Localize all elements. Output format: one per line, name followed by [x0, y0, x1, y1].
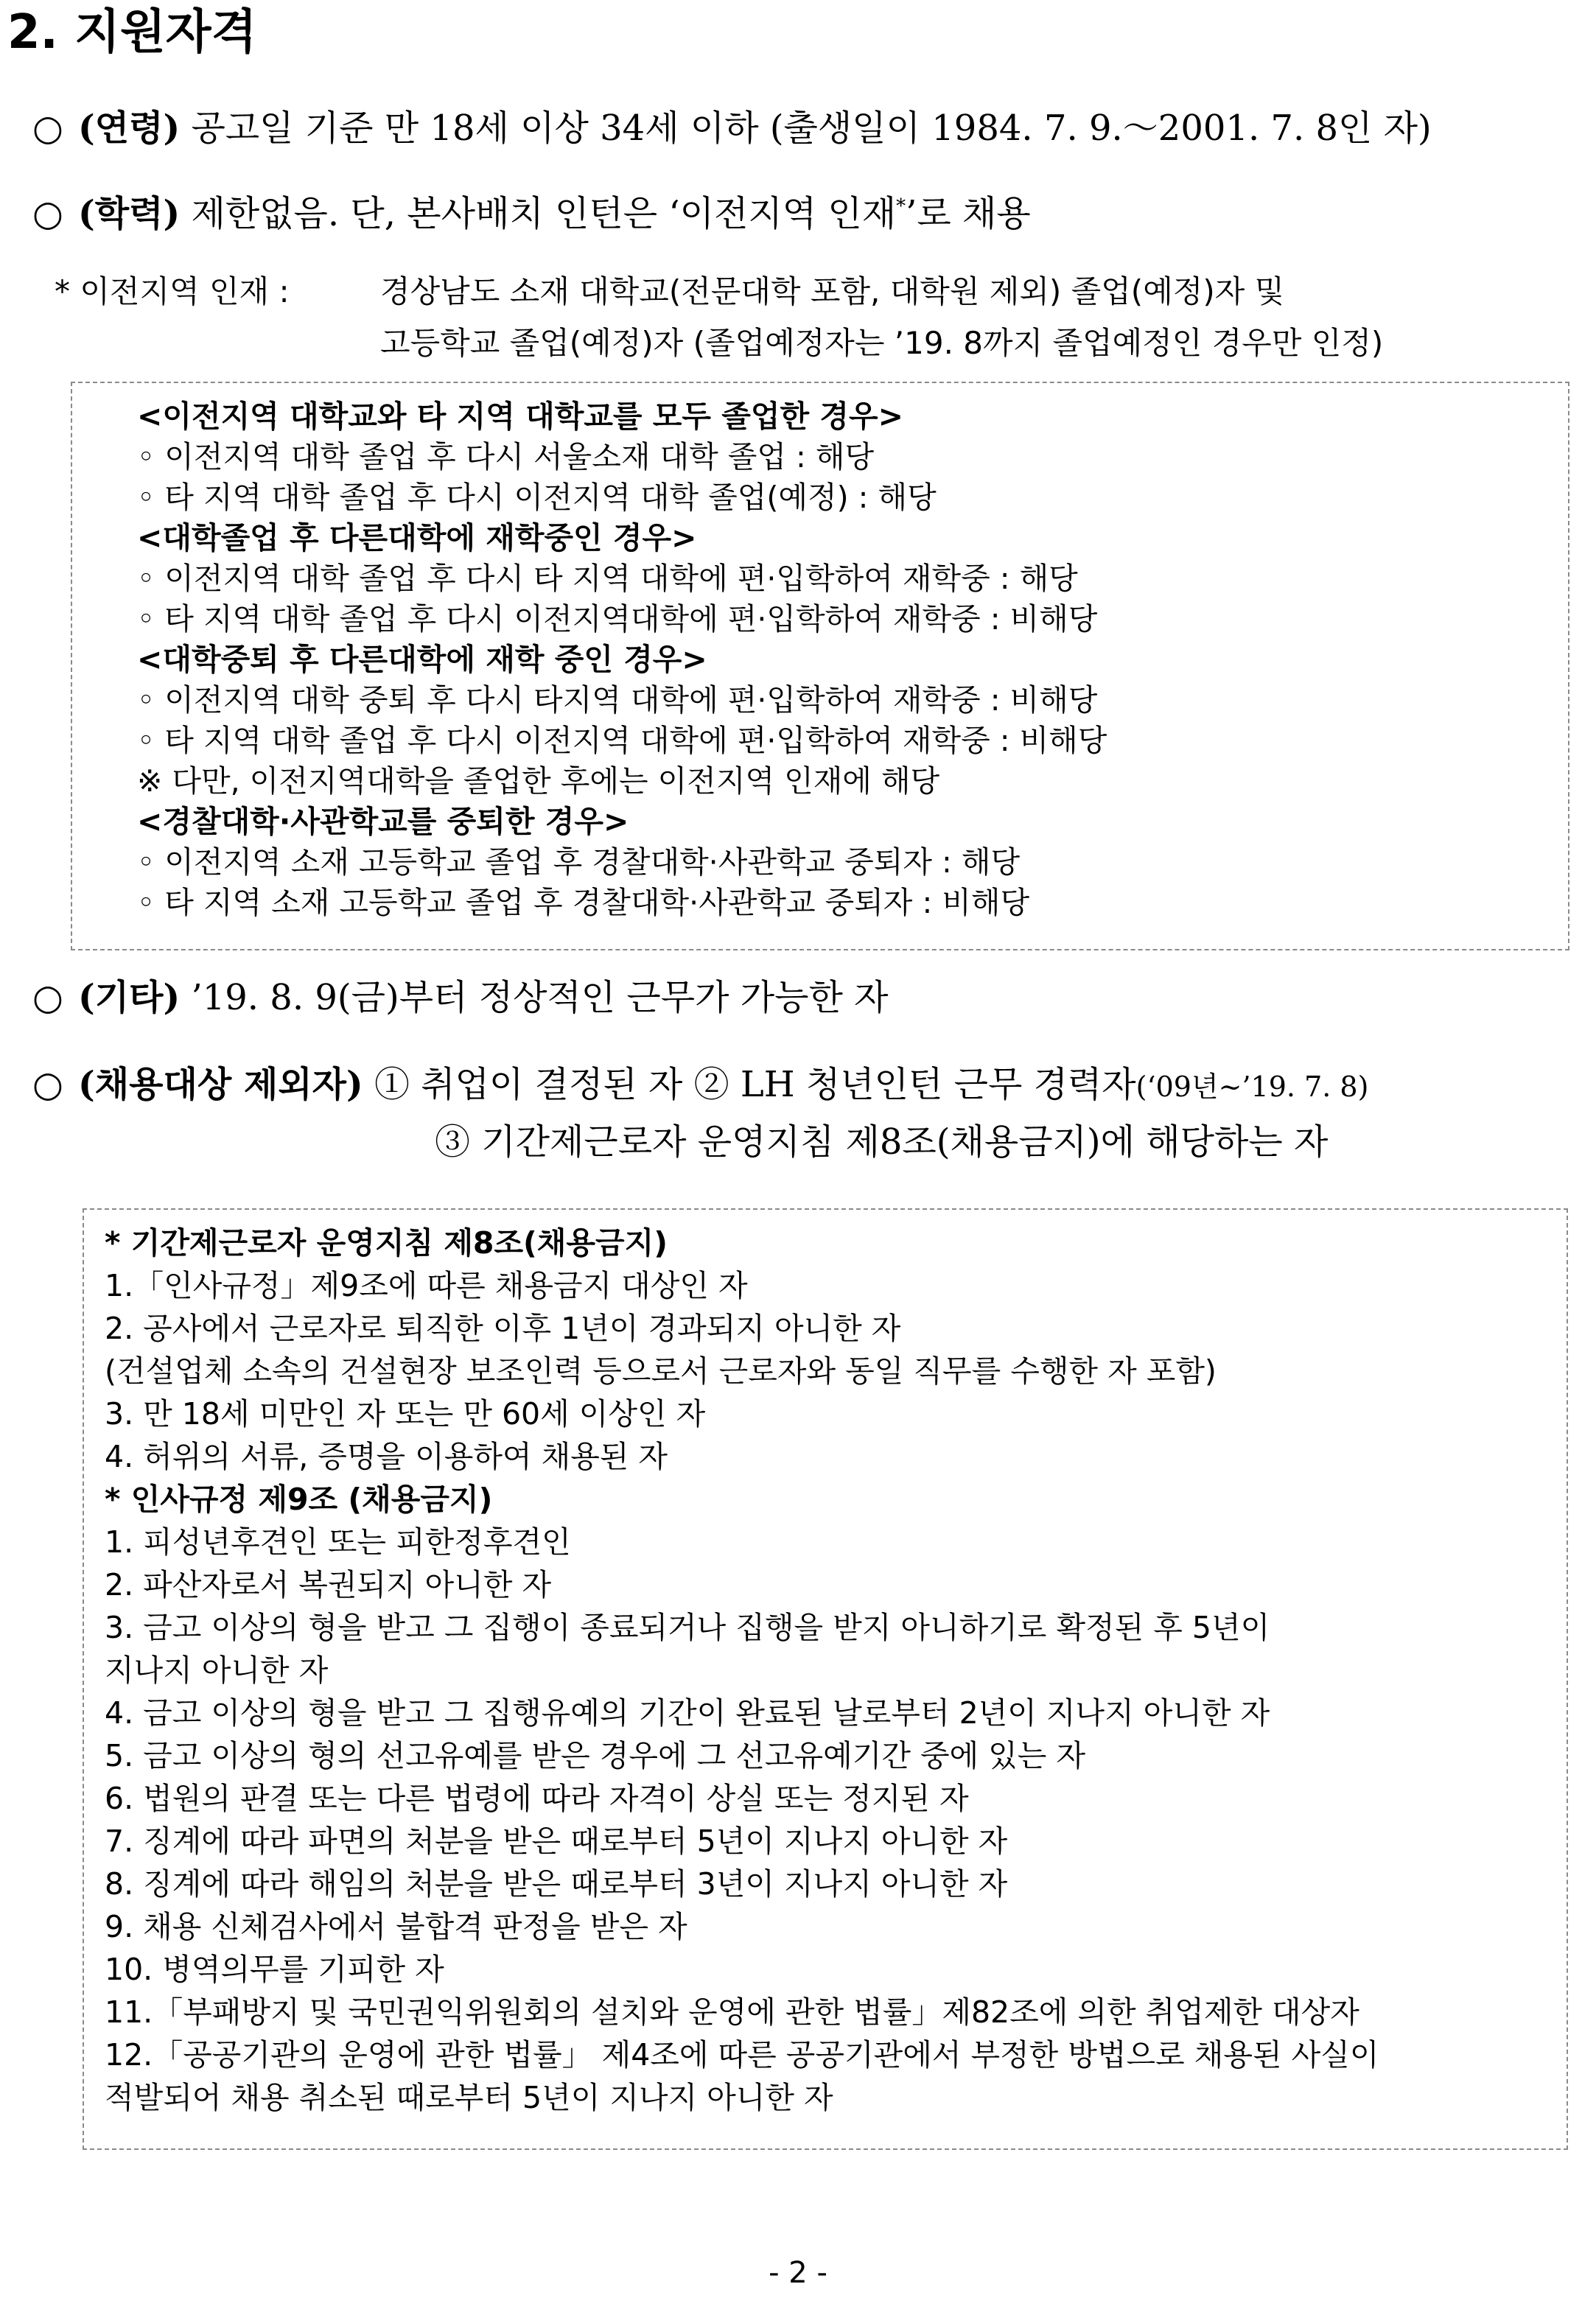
prohibition-item: 2. 파산자로서 복권되지 아니한 자 [105, 1567, 552, 1602]
talent-note-label: * 이전지역 인재 : [55, 273, 290, 309]
section-title: 2. 지원자격 [7, 5, 257, 60]
talent-case-heading: <대학중퇴 후 다른대학에 재학 중인 경우> [137, 642, 707, 677]
talent-case-item: ◦ 타 지역 대학 졸업 후 다시 이전지역 대학 졸업(예정) : 해당 [137, 480, 937, 515]
age-item [32, 105, 1432, 152]
prohibition-item: 11.「부패방지 및 국민권익위원회의 설치와 운영에 관한 법률」제82조에 의한 취업제한 대상자 [105, 1994, 1359, 2030]
prohibition-item: 6. 법원의 판결 또는 다른 법령에 따라 자격이 상실 또는 정지된 자 [105, 1781, 969, 1816]
talent-case-item: ◦ 이전지역 대학 중퇴 후 다시 타지역 대학에 편·입학하여 재학중 : 비해당 [137, 682, 1098, 718]
talent-case-item: ◦ 이전지역 소재 고등학교 졸업 후 경찰대학·사관학교 중퇴자 : 해당 [137, 844, 1021, 880]
talent-case-item: ◦ 이전지역 대학 졸업 후 다시 서울소재 대학 졸업 : 해당 [137, 439, 875, 474]
talent-case-item: ◦ 이전지역 대학 졸업 후 다시 타 지역 대학에 편·입학하여 재학중 : 해당 [137, 561, 1078, 596]
prohibition-list [105, 1222, 1379, 2119]
prohibition-item: 3. 금고 이상의 형을 받고 그 집행이 종료되거나 집행을 받지 아니하기로 확정된 후 5년이 [105, 1610, 1270, 1645]
prohibition-item: 4. 허위의 서류, 증명을 이용하여 채용된 자 [105, 1439, 668, 1474]
talent-note-line2: 고등학교 졸업(예정)자 (졸업예정자는 ’19. 8까지 졸업예정인 경우만 인정) [380, 325, 1384, 361]
etc-item [32, 974, 889, 1021]
bullet-circle-icon: ○ [32, 108, 63, 149]
talent-examples-list [137, 396, 1107, 923]
prohibition-item: 10. 병역의무를 기피한 자 [105, 1952, 444, 1987]
prohibition-item: 적발되어 채용 취소된 때로부터 5년이 지나지 아니한 자 [105, 2080, 833, 2115]
talent-case-item: ※ 다만, 이전지역대학을 졸업한 후에는 이전지역 인재에 해당 [137, 763, 940, 799]
excluded-line1-small: (‘09년~’19. 7. 8) [1135, 1071, 1369, 1103]
excluded-item [32, 1061, 1368, 1110]
prohibition-item: 9. 채용 신체검사에서 불합격 판정을 받은 자 [105, 1909, 687, 1944]
talent-case-item: ◦ 타 지역 대학 졸업 후 다시 이전지역대학에 편·입학하여 재학중 : 비해당 [137, 601, 1098, 637]
prohibition-item: 5. 금고 이상의 형의 선고유예를 받은 경우에 그 선고유예기간 중에 있는 자 [105, 1738, 1086, 1773]
prohibition-item: (건설업체 소속의 건설현장 보조인력 등으로서 근로자와 동일 직무를 수행한 자 포함) [105, 1353, 1217, 1389]
excluded-key: (채용대상 제외자) [78, 1064, 363, 1105]
prohibition-item: 2. 공사에서 근로자로 퇴직한 이후 1년이 경과되지 아니한 자 [105, 1311, 901, 1346]
education-item [32, 190, 1031, 237]
prohibition-item: 8. 징계에 따라 해임의 처분을 받은 때로부터 3년이 지나지 아니한 자 [105, 1866, 1008, 1902]
education-key: (학력) [78, 193, 181, 234]
prohibition-item: 7. 징계에 따라 파면의 처분을 받은 때로부터 5년이 지나지 아니한 자 [105, 1824, 1008, 1859]
prohibition-item: 3. 만 18세 미만인 자 또는 만 60세 이상인 자 [105, 1396, 706, 1432]
page-number: - 2 - [769, 2256, 827, 2290]
talent-case-item: ◦ 타 지역 대학 졸업 후 다시 이전지역 대학에 편·입학하여 재학중 : 비해당 [137, 723, 1107, 758]
education-sup: * [896, 195, 906, 217]
talent-case-item: ◦ 타 지역 소재 고등학교 졸업 후 경찰대학·사관학교 중퇴자 : 비해당 [137, 885, 1030, 920]
prohibition-item: 4. 금고 이상의 형을 받고 그 집행유예의 기간이 완료된 날로부터 2년이 지나지 아니한 자 [105, 1695, 1270, 1731]
prohibition-heading: * 기간제근로자 운영지침 제8조(채용금지) [105, 1225, 668, 1261]
talent-case-heading: <이전지역 대학교와 타 지역 대학교를 모두 졸업한 경우> [137, 399, 903, 434]
prohibition-item: 1.「인사규정」제9조에 따른 채용금지 대상인 자 [105, 1268, 748, 1303]
talent-note-line1: 경상남도 소재 대학교(전문대학 포함, 대학원 제외) 졸업(예정)자 및 [380, 273, 1285, 309]
age-key: (연령) [78, 108, 181, 149]
bullet-circle-icon: ○ [32, 193, 63, 234]
prohibition-item: 12.「공공기관의 운영에 관한 법률」 제4조에 따른 공공기관에서 부정한 방법으로 채용된 사실이 [105, 2037, 1379, 2073]
prohibition-item: 1. 피성년후견인 또는 피한정후견인 [105, 1524, 571, 1560]
prohibition-heading: * 인사규정 제9조 (채용금지) [105, 1482, 493, 1517]
prohibition-item: 지나지 아니한 자 [105, 1653, 329, 1688]
etc-text: ’19. 8. 9(금)부터 정상적인 근무가 가능한 자 [191, 977, 889, 1018]
etc-key: (기타) [78, 977, 181, 1018]
excluded-line1: ① 취업이 결정된 자 ② LH 청년인턴 근무 경력자 [374, 1064, 1136, 1105]
education-text-a: 제한없음. 단, 본사배치 인턴은 ‘이전지역 인재 [191, 193, 897, 234]
bullet-circle-icon: ○ [32, 977, 63, 1018]
excluded-line2: ③ 기간제근로자 운영지침 제8조(채용금지)에 해당하는 자 [435, 1121, 1329, 1163]
talent-case-heading: <경찰대학·사관학교를 중퇴한 경우> [137, 804, 629, 839]
bullet-circle-icon: ○ [32, 1064, 63, 1105]
education-text-b: ’로 채용 [906, 193, 1031, 234]
talent-case-heading: <대학졸업 후 다른대학에 재학중인 경우> [137, 520, 697, 556]
age-text: 공고일 기준 만 18세 이상 34세 이하 (출생일이 1984. 7. 9.～2001. 7. 8인 자) [191, 108, 1432, 149]
